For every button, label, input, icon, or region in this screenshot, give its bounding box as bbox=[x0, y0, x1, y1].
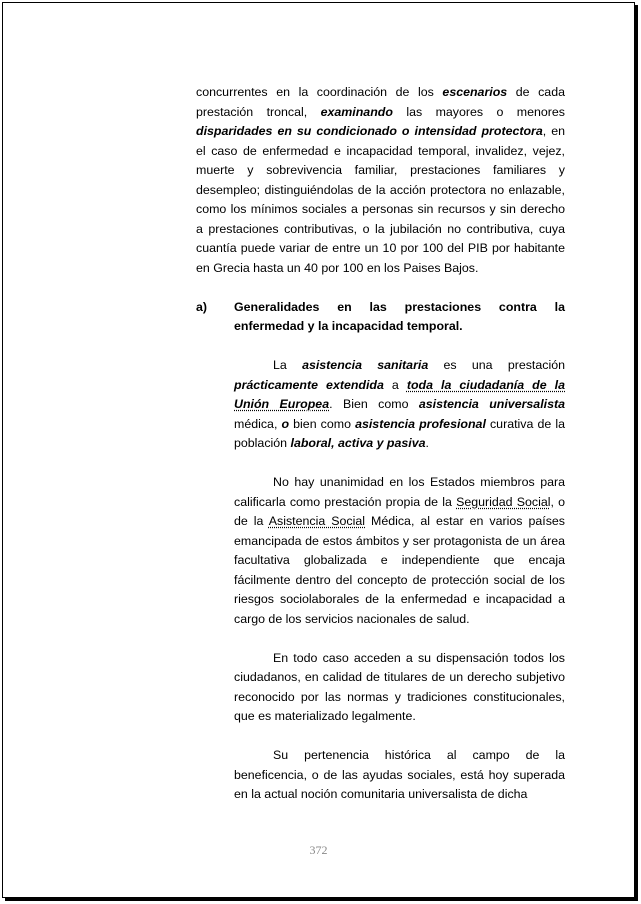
text-run: es una prestación bbox=[428, 358, 565, 372]
heading-text: Generalidades en las prestaciones contra la enfermedad y la incapacidad temporal. bbox=[234, 299, 565, 333]
text-run: , en el caso de enfermedad e incapacidad temporal, invalidez, vejez, muerte y sobrevivencia familiar, prestaciones familiares y desempleo; distinguiéndolas de la acción protectora no enlazable, como los mínimos sociales a personas sin recursos y sin derecho a prestaciones contributivas, o la jubilación no contributiva, cuya cuantía puede variar de entre un 10 por 100 del PIB por habitante en Grecia hasta un 40 por 100 en los Paises Bajos. bbox=[196, 124, 565, 275]
emphasis: disparidades en su condicionado o intensidad protectora bbox=[196, 124, 543, 138]
page-number: 372 bbox=[309, 843, 328, 857]
paragraph-3 bbox=[234, 473, 565, 629]
emphasis: prácticamente extendida bbox=[234, 377, 384, 392]
document-page bbox=[2, 2, 635, 898]
paragraph-5: Su pertenencia histórica al campo de la beneficencia, o de las ayudas sociales, está hoy superada en la actual noción comunitaria universalista de dicha bbox=[234, 748, 565, 801]
text-run: Médica, al estar en varios países emancipada de estos ámbitos y ser protagonista de un área facultativa globalizada e independiente que encaja fácilmente dentro del concepto de protección social de los riesgos sociolaborales de la enfermedad e incapacidad a cargo de los servicios nacionales de salud. bbox=[234, 514, 565, 626]
paragraph-4: En todo caso acceden a su dispensación todos los ciudadanos, en calidad de titulares de un derecho subjetivo reconocido por las normas y tradiciones constitucionales, que es materializado legalmente. bbox=[234, 650, 565, 723]
linked-term: Seguridad Social bbox=[456, 494, 551, 509]
emphasis: examinando bbox=[320, 104, 393, 119]
heading-marker: a) bbox=[196, 299, 208, 314]
emphasis: asistencia universalista bbox=[418, 397, 565, 411]
text-run: concurrentes en la coordinación de los bbox=[196, 85, 443, 99]
emphasis: escenarios bbox=[442, 85, 508, 99]
text-run: a bbox=[383, 377, 407, 392]
text-run: . Bien como bbox=[329, 397, 419, 411]
text-run: de cada prestación troncal, bbox=[196, 85, 565, 119]
paragraph-2 bbox=[234, 356, 565, 454]
emphasis: asistencia profesional bbox=[355, 416, 486, 431]
text-run: bien como bbox=[289, 416, 356, 431]
text-run: médica, bbox=[234, 416, 282, 431]
text-run: La bbox=[273, 358, 303, 372]
emphasis: o bbox=[281, 416, 290, 431]
text-run: . bbox=[425, 436, 429, 450]
text-run: , o de la bbox=[234, 494, 565, 528]
paragraph-1 bbox=[196, 83, 565, 278]
section-heading bbox=[196, 298, 565, 337]
emphasis: toda la ciudadanía de la Unión Europea bbox=[234, 377, 565, 411]
body-text bbox=[196, 83, 565, 805]
text-run: curativa de la población bbox=[234, 416, 565, 450]
emphasis: asistencia sanitaria bbox=[302, 358, 429, 372]
linked-term: Asistencia Social bbox=[268, 514, 365, 528]
text-run: No hay unanimidad en los Estados miembros para calificarla como prestación propia de la bbox=[234, 475, 565, 509]
text-run: las mayores o menores bbox=[392, 104, 565, 119]
emphasis: laboral, activa y pasiva bbox=[290, 436, 426, 450]
